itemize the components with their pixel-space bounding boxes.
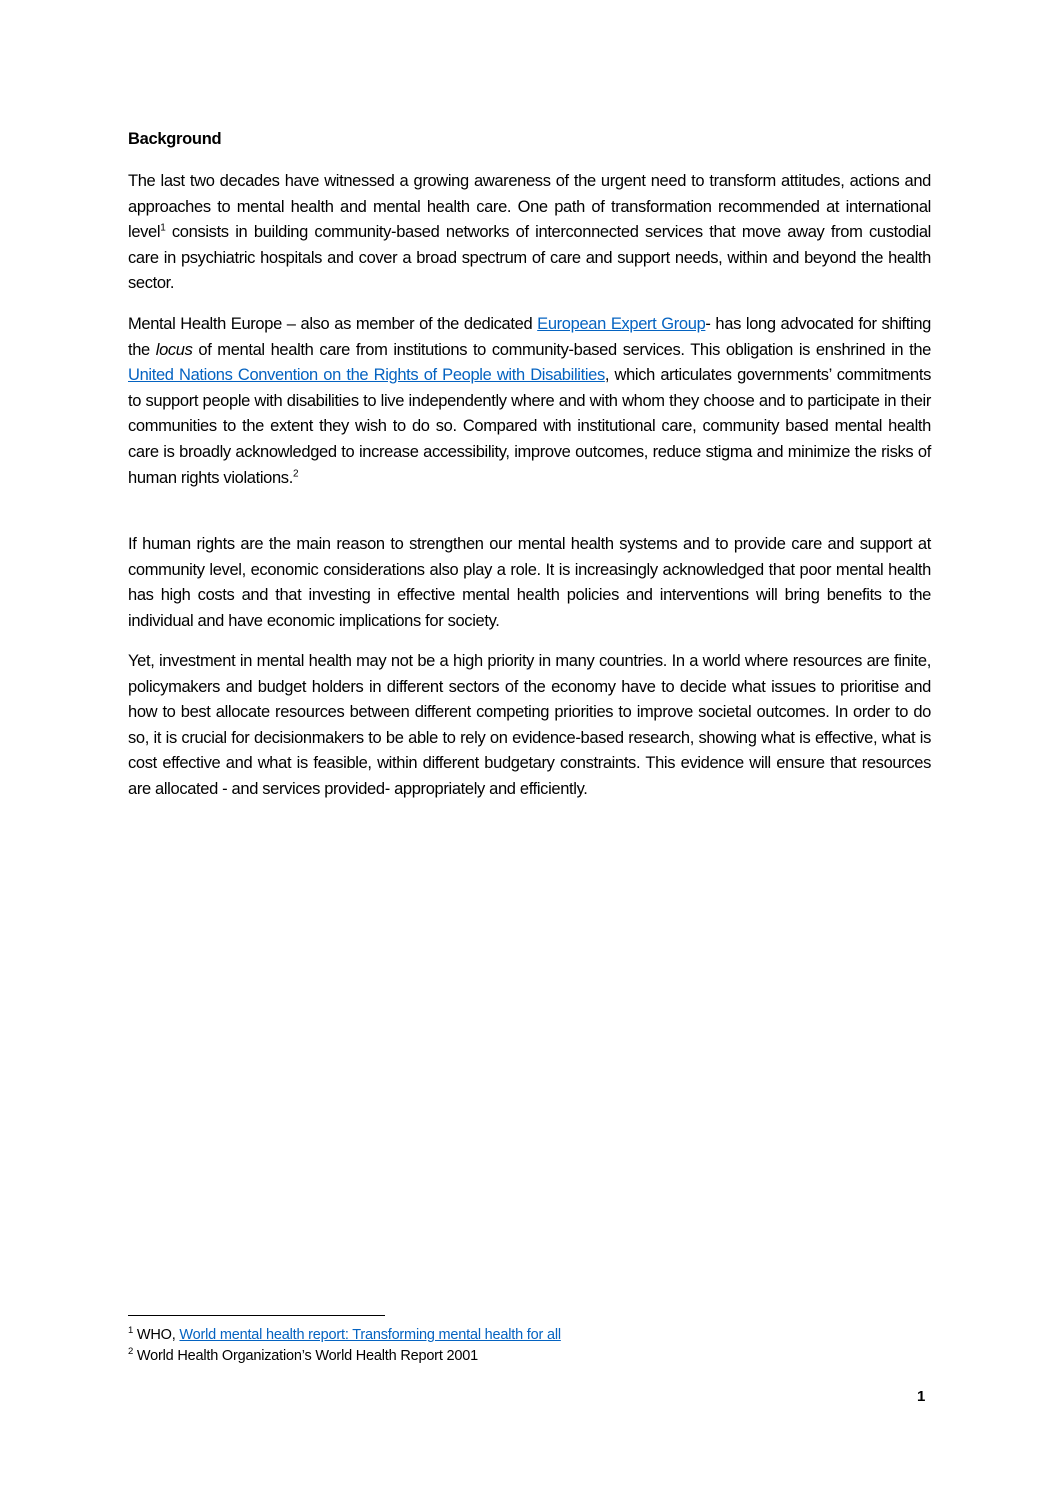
paragraph-2: [128, 312, 931, 491]
european-expert-group-link[interactable]: European Expert Group: [537, 315, 706, 333]
un-convention-link[interactable]: United Nations Convention on the Rights of People with Disabilities: [128, 366, 605, 385]
paragraph-text: The last two decades have witnessed a growing awareness of the urgent need to transform attitudes, actions and approaches to mental health and mental health care. One path of transformation recommended at international level: [128, 172, 931, 242]
footnote-1: [128, 1325, 561, 1346]
paragraph-3: If human rights are the main reason to strengthen our mental health systems and to provide care and support at community level, economic considerations also play a role. It is increasingly acknowledged that poor mental health has high costs and that investing in effective mental health policies and interventions will bring benefits to the individual and have economic implications for society.: [128, 535, 931, 630]
italic-term: locus: [155, 340, 193, 359]
paragraph-1: [128, 169, 931, 297]
paragraph-text: consists in building community-based networks of interconnected services that move away from custodial care in psychiatric hospitals and cover a broad spectrum of care and support needs, within and beyond the health sector.: [128, 223, 931, 293]
footnote-ref-2[interactable]: 2: [292, 468, 299, 480]
footnote-number: 1: [128, 1325, 134, 1337]
paragraph-text: - has long advocated for shifting the: [128, 315, 931, 359]
paragraph-text: , which articulates governments’ commitments to support people with disabilities to live independently where and with whom they choose and to participate in their communities to the extent they wish to do so. Compared with institutional care, community based mental health care is broadly acknowledged to increase accessibility, improve outcomes, reduce stigma and minimize the risks of human rights violations.: [128, 366, 931, 487]
footnote-2: [128, 1346, 561, 1367]
footnote-number: 2: [128, 1346, 134, 1358]
footnotes: [128, 1325, 561, 1367]
footnote-text: WHO,: [133, 1327, 180, 1343]
paragraph-text: of mental health care from institutions to community-based services. This obligation is enshrined in the: [192, 340, 931, 359]
who-report-link[interactable]: World mental health report: Transforming mental health for all: [179, 1327, 561, 1343]
paragraph-text: Mental Health Europe – also as member of the dedicated: [128, 315, 538, 333]
paragraph-4: Yet, investment in mental health may not be a high priority in many countries. In a world where resources are finite, policymakers and budget holders in different sectors of the economy have to decide what issues to prioritise and how to best allocate resources between different competing priorities to improve societal outcomes. In order to do so, it is crucial for decisionmakers to be able to rely on evidence-based research, showing what is effective, what is cost effective and what is feasible, within different budgetary constraints. This evidence will ensure that resources are allocated - and services provided- appropriately and efficiently.: [128, 652, 931, 798]
footnote-separator: [128, 1315, 385, 1316]
footnote-ref-1[interactable]: 1: [160, 222, 166, 234]
section-heading: Background: [128, 130, 222, 148]
page-number: 1: [917, 1388, 926, 1405]
footnote-text: World Health Organization’s World Health Report 2001: [133, 1348, 478, 1364]
